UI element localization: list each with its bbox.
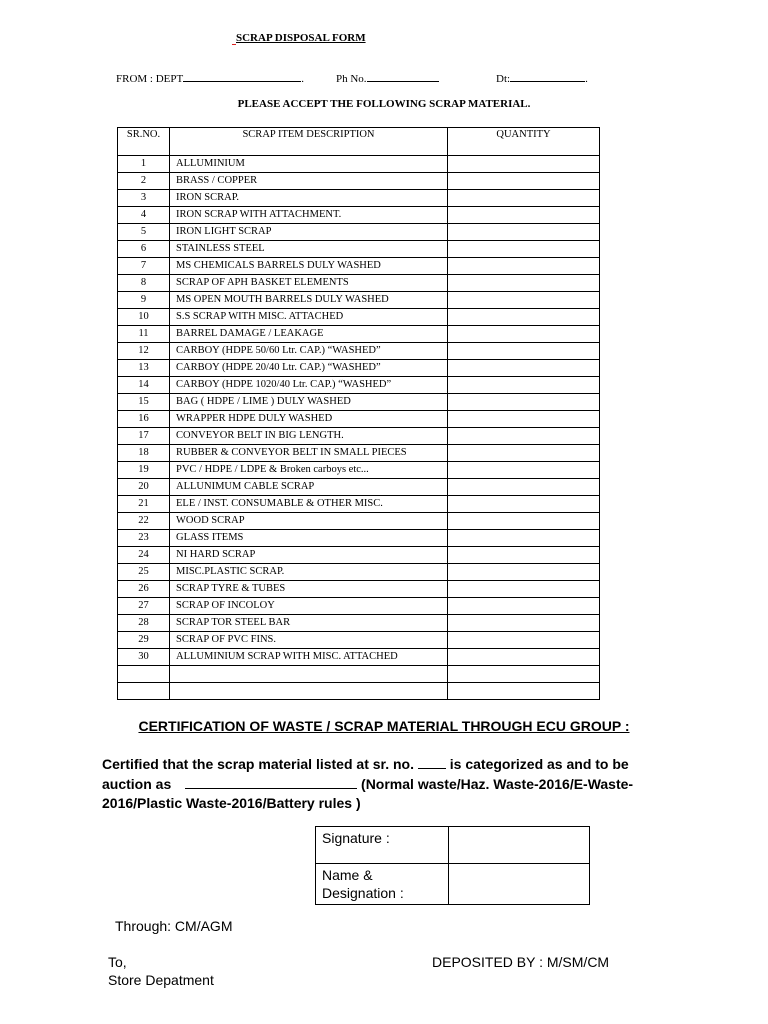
to-text: To, — [108, 954, 127, 970]
row-description: RUBBER & CONVEYOR BELT IN SMALL PIECES — [170, 445, 448, 462]
row-quantity-field[interactable] — [448, 598, 600, 615]
row-description — [170, 666, 448, 683]
row-quantity-field[interactable] — [448, 411, 600, 428]
row-sr-no: 22 — [118, 513, 170, 530]
row-quantity-field[interactable] — [448, 173, 600, 190]
header-sr-no: SR.NO. — [118, 128, 170, 156]
row-quantity-field[interactable] — [448, 156, 600, 173]
row-description: IRON LIGHT SCRAP — [170, 224, 448, 241]
table-row — [118, 615, 600, 632]
table-header-row — [118, 128, 600, 156]
row-quantity-field[interactable] — [448, 666, 600, 683]
row-description: GLASS ITEMS — [170, 530, 448, 547]
table-row — [118, 513, 600, 530]
table-row — [118, 156, 600, 173]
row-sr-no: 23 — [118, 530, 170, 547]
table-row — [118, 173, 600, 190]
header-description: SCRAP ITEM DESCRIPTION — [170, 128, 448, 156]
row-sr-no: 20 — [118, 479, 170, 496]
row-description: CARBOY (HDPE 1020/40 Ltr. CAP.) “WASHED” — [170, 377, 448, 394]
through-text: Through: CM/AGM — [115, 918, 233, 934]
table-row — [118, 428, 600, 445]
dept-end: . — [301, 73, 304, 85]
table-row — [118, 360, 600, 377]
row-description: MS OPEN MOUTH BARRELS DULY WASHED — [170, 292, 448, 309]
table-row — [118, 666, 600, 683]
row-quantity-field[interactable] — [448, 462, 600, 479]
row-quantity-field[interactable] — [448, 343, 600, 360]
row-sr-no: 5 — [118, 224, 170, 241]
row-quantity-field[interactable] — [448, 360, 600, 377]
certification-heading: CERTIFICATION OF WASTE / SCRAP MATERIAL THROUGH ECU GROUP : — [138, 718, 630, 734]
table-row — [118, 275, 600, 292]
row-description: PVC / HDPE / LDPE & Broken carboys etc... — [170, 462, 448, 479]
row-quantity-field[interactable] — [448, 394, 600, 411]
row-sr-no: 29 — [118, 632, 170, 649]
row-sr-no: 30 — [118, 649, 170, 666]
dept-blank[interactable] — [183, 71, 301, 82]
certification-text — [102, 754, 662, 813]
row-description: ALLUNIMUM CABLE SCRAP — [170, 479, 448, 496]
row-quantity-field[interactable] — [448, 275, 600, 292]
phone-label: Ph No. — [336, 73, 367, 85]
name-designation-label: Name & Designation : — [316, 864, 449, 905]
table-row — [118, 190, 600, 207]
table-row — [118, 445, 600, 462]
row-sr-no: 14 — [118, 377, 170, 394]
table-row — [118, 292, 600, 309]
row-quantity-field[interactable] — [448, 258, 600, 275]
row-quantity-field[interactable] — [448, 564, 600, 581]
row-quantity-field[interactable] — [448, 513, 600, 530]
row-quantity-field[interactable] — [448, 224, 600, 241]
row-quantity-field[interactable] — [448, 326, 600, 343]
signature-label: Signature : — [316, 827, 449, 864]
row-quantity-field[interactable] — [448, 428, 600, 445]
row-quantity-field[interactable] — [448, 581, 600, 598]
row-description: WOOD SCRAP — [170, 513, 448, 530]
row-quantity-field[interactable] — [448, 649, 600, 666]
row-quantity-field[interactable] — [448, 292, 600, 309]
table-row — [118, 530, 600, 547]
signature-field[interactable] — [449, 827, 590, 864]
row-sr-no: 19 — [118, 462, 170, 479]
row-description: SCRAP TOR STEEL BAR — [170, 615, 448, 632]
table-row — [118, 496, 600, 513]
store-department-text: Store Depatment — [108, 972, 214, 988]
table-row — [118, 258, 600, 275]
row-sr-no: 10 — [118, 309, 170, 326]
signature-row — [316, 827, 590, 864]
row-description: CARBOY (HDPE 20/40 Ltr. CAP.) “WASHED” — [170, 360, 448, 377]
table-row — [118, 649, 600, 666]
row-description: ALLUMINIUM SCRAP WITH MISC. ATTACHED — [170, 649, 448, 666]
row-sr-no: 15 — [118, 394, 170, 411]
sr-no-blank[interactable] — [418, 754, 446, 769]
row-quantity-field[interactable] — [448, 309, 600, 326]
row-sr-no: 28 — [118, 615, 170, 632]
signature-table — [315, 826, 590, 905]
row-sr-no: 4 — [118, 207, 170, 224]
row-description: SCRAP OF PVC FINS. — [170, 632, 448, 649]
row-description: SCRAP OF INCOLOY — [170, 598, 448, 615]
row-description: S.S SCRAP WITH MISC. ATTACHED — [170, 309, 448, 326]
row-sr-no: 1 — [118, 156, 170, 173]
table-row — [118, 241, 600, 258]
date-end: . — [585, 73, 588, 85]
auction-blank[interactable] — [185, 774, 357, 789]
table-row — [118, 224, 600, 241]
row-quantity-field[interactable] — [448, 632, 600, 649]
table-row — [118, 564, 600, 581]
row-description: SCRAP TYRE & TUBES — [170, 581, 448, 598]
phone-group — [336, 71, 439, 85]
from-row — [116, 71, 636, 87]
table-row — [118, 411, 600, 428]
row-quantity-field[interactable] — [448, 479, 600, 496]
row-sr-no — [118, 683, 170, 700]
scrap-items-table — [117, 127, 600, 700]
row-quantity-field[interactable] — [448, 496, 600, 513]
row-sr-no: 21 — [118, 496, 170, 513]
table-row — [118, 207, 600, 224]
form-title: SCRAP DISPOSAL FORM — [236, 32, 366, 44]
row-description: CARBOY (HDPE 50/60 Ltr. CAP.) “WASHED” — [170, 343, 448, 360]
table-row — [118, 326, 600, 343]
row-description: ALLUMINIUM — [170, 156, 448, 173]
table-row — [118, 547, 600, 564]
row-quantity-field[interactable] — [448, 615, 600, 632]
phone-blank[interactable] — [367, 71, 439, 82]
from-dept-group — [116, 71, 304, 85]
row-sr-no: 2 — [118, 173, 170, 190]
table-row — [118, 581, 600, 598]
row-sr-no: 8 — [118, 275, 170, 292]
row-sr-no: 24 — [118, 547, 170, 564]
row-description: ELE / INST. CONSUMABLE & OTHER MISC. — [170, 496, 448, 513]
row-sr-no: 26 — [118, 581, 170, 598]
row-description: CONVEYOR BELT IN BIG LENGTH. — [170, 428, 448, 445]
row-sr-no: 12 — [118, 343, 170, 360]
row-sr-no: 17 — [118, 428, 170, 445]
row-sr-no: 18 — [118, 445, 170, 462]
table-row — [118, 377, 600, 394]
table-row — [118, 343, 600, 360]
table-row — [118, 394, 600, 411]
row-quantity-field[interactable] — [448, 445, 600, 462]
row-sr-no: 16 — [118, 411, 170, 428]
table-body — [118, 156, 600, 700]
row-description: BAG ( HDPE / LIME ) DULY WASHED — [170, 394, 448, 411]
table-row — [118, 462, 600, 479]
row-description: MISC.PLASTIC SCRAP. — [170, 564, 448, 581]
row-quantity-field[interactable] — [448, 241, 600, 258]
row-quantity-field[interactable] — [448, 377, 600, 394]
row-description: IRON SCRAP. — [170, 190, 448, 207]
row-description: BRASS / COPPER — [170, 173, 448, 190]
date-group — [496, 71, 588, 85]
row-description: WRAPPER HDPE DULY WASHED — [170, 411, 448, 428]
cert-text-part2: is categorized as and to be auction as — [102, 756, 629, 792]
row-sr-no: 27 — [118, 598, 170, 615]
cert-text-part3: (Normal waste/Haz. Waste-2016/E-Waste-2016/Plastic Waste-2016/Battery rules ) — [102, 776, 634, 811]
row-sr-no: 11 — [118, 326, 170, 343]
row-sr-no — [118, 666, 170, 683]
date-blank[interactable] — [510, 71, 585, 82]
deposited-by-text: DEPOSITED BY : M/SM/CM — [432, 954, 610, 970]
row-description: BARREL DAMAGE / LEAKAGE — [170, 326, 448, 343]
row-description: SCRAP OF APH BASKET ELEMENTS — [170, 275, 448, 292]
row-sr-no: 6 — [118, 241, 170, 258]
row-description: IRON SCRAP WITH ATTACHMENT. — [170, 207, 448, 224]
row-description: NI HARD SCRAP — [170, 547, 448, 564]
row-sr-no: 7 — [118, 258, 170, 275]
row-quantity-field[interactable] — [448, 547, 600, 564]
from-dept-label: FROM : DEPT — [116, 73, 184, 85]
row-quantity-field[interactable] — [448, 190, 600, 207]
row-description: MS CHEMICALS BARRELS DULY WASHED — [170, 258, 448, 275]
table-row — [118, 598, 600, 615]
name-designation-field[interactable] — [449, 864, 590, 905]
row-sr-no: 25 — [118, 564, 170, 581]
date-label: Dt: — [496, 73, 511, 85]
row-sr-no: 9 — [118, 292, 170, 309]
table-row — [118, 309, 600, 326]
instruction-text: PLEASE ACCEPT THE FOLLOWING SCRAP MATERIAL. — [237, 98, 531, 110]
row-description: STAINLESS STEEL — [170, 241, 448, 258]
row-quantity-field[interactable] — [448, 207, 600, 224]
header-quantity: QUANTITY — [448, 128, 600, 156]
table-row — [118, 479, 600, 496]
row-sr-no: 3 — [118, 190, 170, 207]
row-description — [170, 683, 448, 700]
row-quantity-field[interactable] — [448, 530, 600, 547]
table-row — [118, 632, 600, 649]
cert-text-part1: Certified that the scrap material listed at sr. no. — [102, 756, 414, 772]
row-quantity-field[interactable] — [448, 683, 600, 700]
name-row — [316, 864, 590, 905]
row-sr-no: 13 — [118, 360, 170, 377]
table-row — [118, 683, 600, 700]
